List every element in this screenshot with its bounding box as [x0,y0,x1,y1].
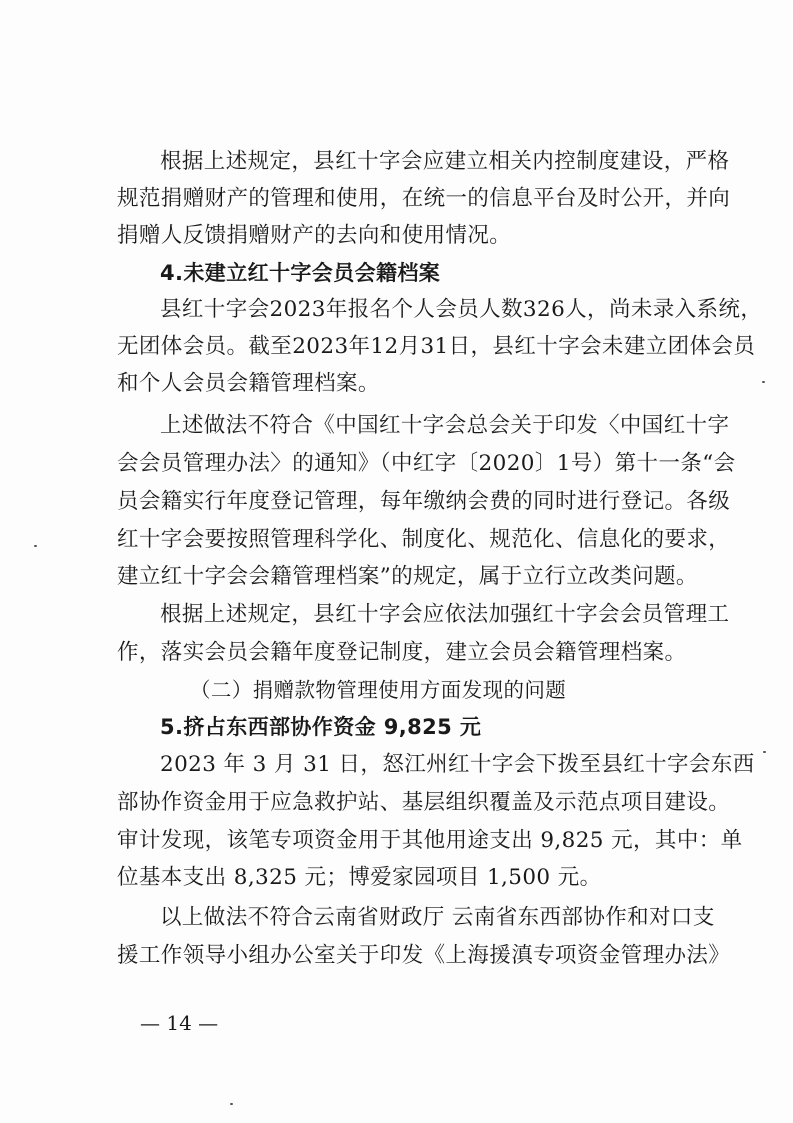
scan-speck [763,751,766,753]
scan-speck [762,381,765,383]
paragraph-line: 规范捐赠财产的管理和使用，在统一的信息平台及时公开，并向 [117,186,731,211]
section-heading-4: 4.未建立红十字会员会籍档案 [160,261,441,285]
paragraph-line: 以上做法不符合云南省财政厅 云南省东西部协作和对口支 [160,905,715,930]
paragraph-line: 和个人会员会籍管理档案。 [117,371,380,396]
paragraph-line: 县红十字会2023年报名个人会员人数326人，尚未录入系统， [160,297,763,322]
section-subheading: （二）捐赠款物管理使用方面发现的问题 [190,678,567,702]
scan-speck [230,1103,233,1105]
paragraph-line: 会会员管理办法〉的通知》（中红字〔2020〕1号）第十一条“会 [117,451,736,476]
paragraph-line: 根据上述规定，县红十字会应建立相关内控制度建设，严格 [160,149,730,174]
paragraph-line: 捐赠人反馈捐赠财产的去向和使用情况。 [117,223,512,248]
scan-speck [34,545,37,547]
paragraph-line: 员会籍实行年度登记管理，每年缴纳会费的同时进行登记。各级 [117,489,731,514]
paragraph-line: 作，落实会员会籍年度登记制度，建立会员会籍管理档案。 [117,640,687,665]
paragraph-line: 援工作领导小组办公室关于印发《上海援滇专项资金管理办法》 [117,943,731,968]
section-heading-5: 5.挤占东西部协作资金 9,825 元 [160,715,482,739]
paragraph-line: 位基本支出 8,325 元；博爱家园项目 1,500 元。 [117,865,602,890]
paragraph-line: 审计发现，该笔专项资金用于其他用途支出 9,825 元，其中：单 [117,828,743,853]
paragraph-line: 2023 年 3 月 31 日，怒江州红十字会下拨至县红十字会东西 [160,752,755,777]
paragraph-line: 建立红十字会会籍管理档案”的规定，属于立行立改类问题。 [117,564,698,589]
paragraph-line: 部协作资金用于应急救护站、基层组织覆盖及示范点项目建设。 [117,790,731,815]
paragraph-line: 无团体会员。截至2023年12月31日，县红十字会未建立团体会员 [117,334,756,359]
paragraph-line: 根据上述规定，县红十字会应依法加强红十字会会员管理工 [160,602,730,627]
paragraph-line: 红十字会要按照管理科学化、制度化、规范化、信息化的要求， [117,527,731,552]
paragraph-line: 上述做法不符合《中国红十字会总会关于印发〈中国红十字 [160,413,730,438]
page-number: — 14 — [140,1011,219,1035]
